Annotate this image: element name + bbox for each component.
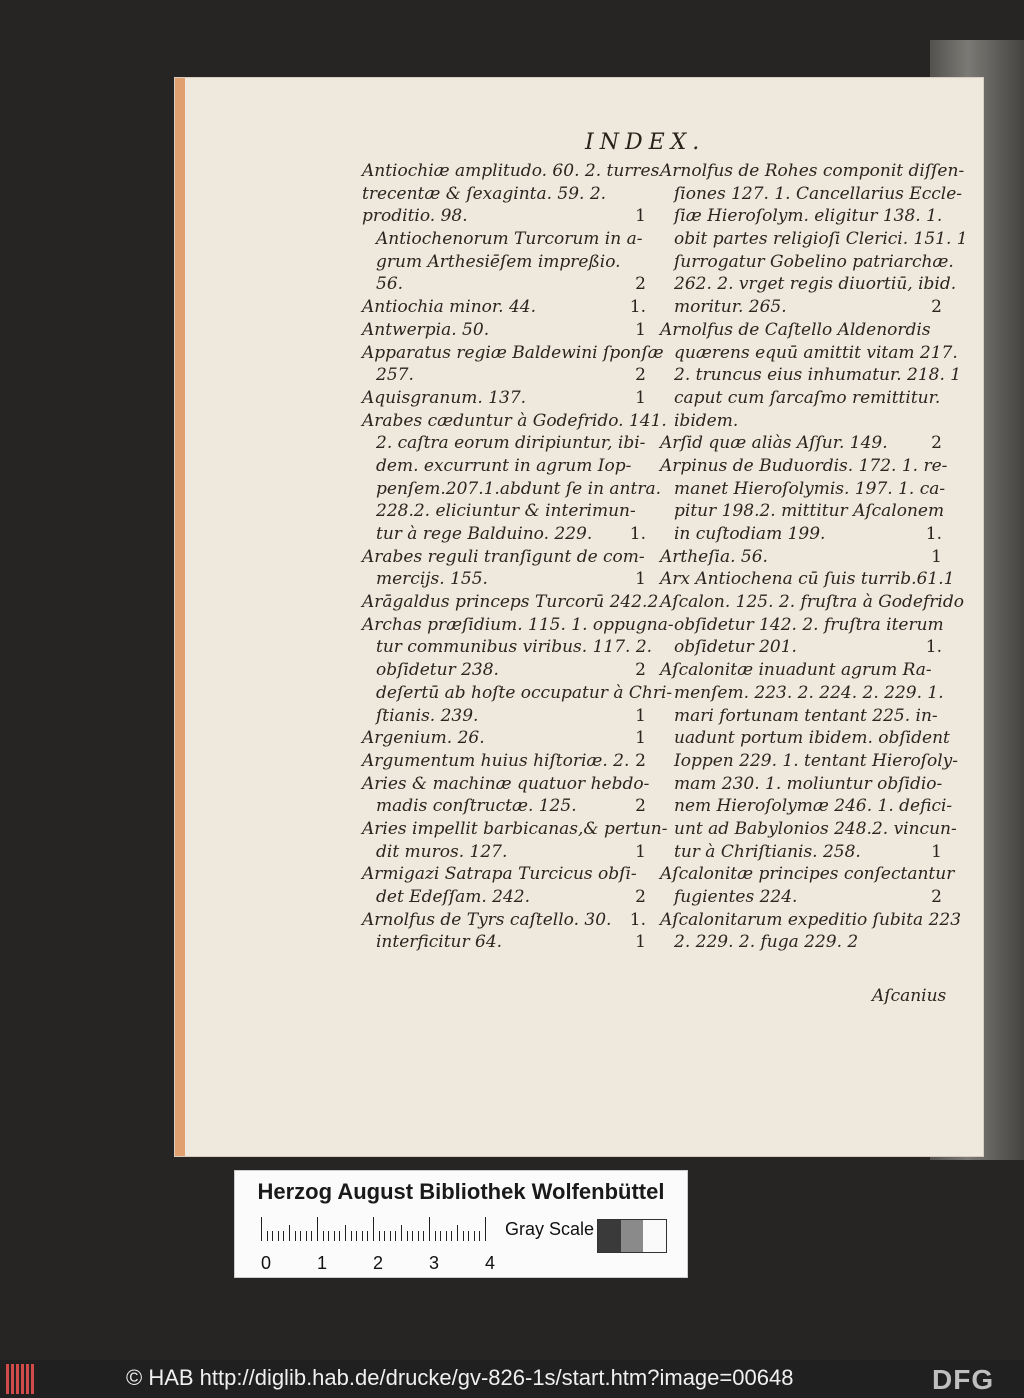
- page-header: INDEX.: [585, 130, 706, 155]
- entry-text: trecentæ & ſexaginta. 59. 2.: [362, 183, 607, 204]
- entry-text: 228.2. eliciuntur & interimun-: [376, 501, 636, 522]
- index-entry-line: [660, 455, 948, 478]
- entry-column-number: 1.: [629, 909, 646, 930]
- entry-column-number: [631, 455, 646, 478]
- index-entry-line: [362, 863, 646, 886]
- ruler-tick: [395, 1231, 396, 1241]
- entry-text: Antwerpia. 50.: [362, 319, 490, 340]
- ruler-tick: [311, 1231, 312, 1241]
- entry-text: interficitur 64.: [376, 932, 503, 953]
- entry-text: Archas præſidium. 115. 1. oppugna-: [362, 614, 674, 635]
- index-entry-line: [660, 364, 962, 387]
- ruler-tick: [379, 1231, 380, 1241]
- entry-text: tur à Chriſtianis. 258.: [674, 841, 861, 862]
- entry-text: Apparatus regiæ Baldewini ſponſæ: [362, 342, 664, 363]
- ruler-tick: [407, 1231, 408, 1241]
- index-entry-line: [362, 636, 653, 659]
- entry-text: tur à rege Balduino. 229.: [376, 524, 593, 544]
- index-entry-line: [660, 818, 957, 841]
- entry-column-number: 1: [931, 841, 942, 862]
- entry-column-number: 1: [635, 841, 646, 862]
- entry-text: proditio. 98.: [362, 206, 468, 227]
- ruler-tick: [323, 1231, 324, 1241]
- ruler-tick: [412, 1231, 413, 1241]
- entry-text: obſidetur 238.: [376, 660, 499, 681]
- entry-text: Armigazi Satrapa Turcicus obſi-: [362, 864, 637, 885]
- entry-column-number: 1: [635, 569, 646, 590]
- entry-text: 257.: [376, 365, 414, 386]
- index-entry-line: [362, 750, 646, 773]
- entry-text: Antiochia minor. 44.: [362, 297, 537, 318]
- entry-text: Aries & machinæ quatuor hebdo-: [362, 773, 650, 794]
- entry-column-number: 2: [635, 365, 646, 386]
- ruler-tick: [345, 1225, 346, 1241]
- index-entry-line: [362, 387, 646, 410]
- entry-column-number: [645, 432, 646, 455]
- entry-text: Arabes cæduntur à Godefrido. 141.: [362, 410, 667, 431]
- entry-text: ſurrogatur Gobelino patriarchæ.: [674, 251, 954, 272]
- entry-text: Aſcalonitarum expeditio ſubita 223: [660, 909, 962, 930]
- index-entry-line: [660, 682, 942, 705]
- entry-text: uadunt portum ibidem. obſident: [674, 728, 950, 749]
- entry-text: caput cum ſarcaſmo remittitur.: [674, 387, 941, 408]
- gray-patch-light: [643, 1220, 666, 1252]
- gray-scale-patches: [597, 1219, 667, 1253]
- entry-column-number: 1: [635, 206, 646, 227]
- entry-text: ibidem.: [674, 410, 739, 431]
- entry-text: 2. truncus eius inhumatur. 218. 1: [674, 365, 962, 386]
- entry-text: Antiochenorum Turcorum in a-: [376, 229, 643, 250]
- entry-column-number: [645, 546, 646, 569]
- index-entry-line: [362, 659, 646, 682]
- index-entry-line: [660, 296, 942, 319]
- entry-column-number: 1.: [629, 524, 646, 544]
- index-entry-line: [362, 727, 646, 750]
- ruler-tick: [295, 1231, 296, 1241]
- ruler-tick: [362, 1231, 363, 1241]
- index-entry-line: [362, 523, 646, 546]
- ruler-tick: [328, 1231, 329, 1241]
- index-entry-line: [362, 773, 650, 796]
- ruler-label-0: 0: [261, 1253, 272, 1273]
- index-entry-line: [660, 205, 942, 228]
- index-entry-line: [660, 387, 942, 410]
- hab-logo-icon: [6, 1364, 42, 1394]
- index-entry-line: [362, 205, 646, 228]
- index-entry-line: [362, 841, 646, 864]
- ruler-tick: [267, 1231, 268, 1241]
- index-entry-line: [362, 682, 673, 705]
- entry-column-number: [628, 183, 646, 206]
- index-entry-line: [362, 432, 646, 455]
- entry-column-number: [938, 705, 942, 728]
- ruler-tick: [423, 1231, 424, 1241]
- entry-column-number: 2: [931, 297, 942, 318]
- ruler-tick: [435, 1231, 436, 1241]
- entry-column-number: 2: [635, 887, 646, 907]
- entry-text: fugientes 224.: [674, 887, 798, 907]
- index-entry-line: [660, 795, 953, 818]
- index-entry-line: [362, 591, 659, 614]
- entry-text: penſem.207.1.abdunt ſe in antra.: [376, 478, 661, 499]
- entry-column-number: [932, 659, 942, 682]
- index-entry-line: [660, 705, 942, 728]
- index-entry-line: [660, 546, 942, 569]
- index-entry-line: [660, 342, 958, 365]
- index-column-right: [660, 160, 968, 954]
- entry-column-number: [642, 228, 646, 251]
- scale-ruler: [261, 1217, 491, 1241]
- index-entry-line: [660, 160, 965, 183]
- entry-column-number: 1: [635, 319, 646, 340]
- ruler-tick: [418, 1231, 419, 1241]
- footer-bar: [0, 1360, 1024, 1398]
- ruler-label-1: 1: [317, 1253, 328, 1273]
- index-entry-line: [660, 410, 942, 433]
- ruler-tick: [356, 1231, 357, 1241]
- ruler-tick: [261, 1217, 262, 1241]
- index-entry-line: [362, 795, 646, 818]
- entry-text: obſidetur 201.: [674, 637, 797, 658]
- entry-column-number: [931, 319, 942, 342]
- ruler-tick: [351, 1231, 352, 1241]
- index-entry-line: [362, 931, 646, 954]
- index-entry-line: [362, 183, 646, 206]
- index-entry-line: [660, 500, 945, 523]
- index-entry-line: [362, 296, 646, 319]
- ruler-tick: [451, 1231, 452, 1241]
- ruler-tick: [317, 1217, 318, 1241]
- entry-column-number: [924, 410, 942, 433]
- index-entry-line: [660, 636, 942, 659]
- ruler-tick: [278, 1231, 279, 1241]
- entry-text: Argenium. 26.: [362, 728, 485, 749]
- library-name: Herzog August Bibliothek Wolfenbüttel: [257, 1179, 665, 1204]
- index-entry-line: [362, 251, 646, 274]
- ruler-label-4: 4: [485, 1253, 496, 1273]
- index-entry-line: [660, 273, 957, 296]
- index-entry-line: [362, 909, 646, 932]
- entry-text: 262. 2. vrget regis diuortiū, ibid.: [674, 274, 957, 295]
- ruler-label-2: 2: [373, 1253, 384, 1273]
- ruler-tick: [367, 1231, 368, 1241]
- entry-text: nem Hieroſolymæ 246. 1. defici-: [674, 796, 953, 817]
- dfg-logo: DFG: [932, 1364, 995, 1395]
- index-column-left: [362, 160, 674, 954]
- index-entry-line: [660, 909, 962, 932]
- entry-text: quærens equū amittit vitam 217.: [674, 342, 958, 363]
- entry-text: madis conſtructæ. 125.: [376, 796, 577, 817]
- entry-text: Ioppen 229. 1. tentant Hieroſoly-: [674, 750, 958, 771]
- ruler-tick: [339, 1231, 340, 1241]
- index-entry-line: [660, 773, 942, 796]
- index-entry-line: [660, 886, 942, 909]
- ruler-tick: [457, 1225, 458, 1241]
- index-entry-line: [362, 342, 664, 365]
- ruler-tick: [474, 1231, 475, 1241]
- entry-text: Antiochiæ amplitudo. 60. 2. turres: [362, 161, 660, 181]
- entry-text: Artheſia. 56.: [660, 546, 768, 567]
- ruler-tick: [463, 1231, 464, 1241]
- entry-text: manet Hieroſolymis. 197. 1. ca-: [674, 478, 946, 499]
- index-entry-line: [660, 319, 942, 342]
- entry-text: ſiæ Hieroſolym. eligitur 138. 1.: [674, 206, 943, 227]
- gray-patch-dark: [598, 1220, 621, 1252]
- index-entry-line: [362, 273, 646, 296]
- entry-text: Arnolfus de Caſtello Aldenordis: [660, 319, 931, 340]
- catchword: Aſcanius: [872, 986, 947, 1006]
- index-entry-line: [660, 841, 942, 864]
- index-entry-line: [362, 364, 646, 387]
- index-entry-line: [660, 523, 942, 546]
- entry-text: obſidetur 142. 2. fruſtra iterum: [674, 614, 944, 635]
- index-entry-line: [660, 568, 955, 591]
- index-entry-line: [660, 614, 942, 637]
- ruler-tick: [373, 1217, 374, 1241]
- entry-text: dem. excurrunt in agrum Iop-: [376, 455, 632, 476]
- index-entry-line: [362, 568, 646, 591]
- entry-text: Arnolfus de Rohes componit diſſen-: [660, 161, 965, 181]
- entry-column-number: 2: [635, 750, 646, 771]
- index-entry-line: [660, 228, 968, 251]
- entry-text: pitur 198.2. mittitur Aſcalonem: [674, 501, 945, 522]
- entry-text: mari fortunam tentant 225. in-: [674, 705, 938, 726]
- index-entry-line: [362, 818, 668, 841]
- entry-text: Arpinus de Buduordis. 172. 1. re-: [660, 455, 948, 476]
- entry-text: Aſcalonitæ inuadunt agrum Ra-: [660, 660, 932, 681]
- index-entry-line: [362, 546, 646, 569]
- index-entry-line: [660, 750, 958, 773]
- index-entry-line: [362, 478, 661, 501]
- entry-column-number: 2: [931, 433, 942, 454]
- entry-text: mercijs. 155.: [376, 569, 488, 590]
- index-entry-line: [362, 228, 646, 251]
- index-entry-line: [660, 863, 955, 886]
- entry-text: in cuſtodiam 199.: [674, 524, 826, 544]
- entry-text: tur communibus viribus. 117. 2.: [376, 637, 653, 658]
- entry-text: Arſid quæ aliàs Aſſur. 149.: [660, 433, 888, 454]
- ruler-tick: [479, 1231, 480, 1241]
- footer-copyright-link[interactable]: © HAB http://diglib.hab.de/drucke/gv-826-1s/start.htm?image=00648: [126, 1365, 794, 1390]
- entry-column-number: [940, 387, 942, 410]
- page-edge: [175, 78, 185, 1156]
- entry-text: ſiones 127. 1. Cancellarius Eccle-: [674, 183, 962, 204]
- gray-patch-mid: [621, 1220, 644, 1252]
- ruler-tick: [334, 1231, 335, 1241]
- index-entry-line: [362, 500, 646, 523]
- gray-scale-label: Gray Scale: [505, 1219, 595, 1239]
- index-entry-line: [660, 183, 962, 206]
- index-entry-line: [362, 705, 646, 728]
- ruler-tick: [429, 1217, 430, 1241]
- ruler-tick: [485, 1217, 486, 1241]
- entry-text: 2. 229. 2. fuga 229. 2: [674, 932, 859, 953]
- entry-text: menſem. 223. 2. 224. 2. 229. 1.: [674, 682, 944, 703]
- color-target-card: [234, 1170, 688, 1278]
- entry-text: 56.: [376, 274, 404, 295]
- ruler-tick: [283, 1231, 284, 1241]
- entry-text: Arx Antiochena cū ſuis turrib.61.1: [660, 569, 955, 590]
- entry-text: Aries impellit barbicanas,& pertun-: [362, 818, 668, 839]
- index-entry-line: [362, 886, 646, 909]
- index-entry-line: [362, 614, 674, 637]
- entry-text: Aſcalonitæ principes conſectantur: [660, 864, 955, 885]
- entry-text: deſertū ab hoſte occupatur à Chri-: [376, 682, 673, 703]
- entry-text: Aquisgranum. 137.: [362, 387, 527, 408]
- entry-text: Arnolfus de Tyrs caſtello. 30.: [362, 909, 612, 930]
- entry-column-number: [637, 863, 646, 886]
- index-entry-line: [660, 727, 950, 750]
- entry-column-number: 1.: [925, 637, 942, 658]
- index-entry-line: [660, 251, 954, 274]
- entry-text: dit muros. 127.: [376, 841, 508, 862]
- ruler-tick: [272, 1231, 273, 1241]
- ruler-label-3: 3: [429, 1253, 440, 1273]
- index-entry-line: [660, 931, 942, 954]
- entry-text: Arabes reguli tranſigunt de com-: [362, 546, 645, 567]
- entry-text: mam 230. 1. moliuntur obſidio-: [674, 773, 943, 794]
- entry-column-number: 1: [635, 728, 646, 749]
- entry-text: Argumentum huius hiſtoriæ. 2.: [362, 750, 630, 771]
- index-entry-line: [362, 319, 646, 342]
- ruler-tick: [401, 1225, 402, 1241]
- entry-text: 2. caſtra eorum diripiuntur, ibi-: [376, 433, 646, 454]
- entry-column-number: 1: [635, 705, 646, 726]
- ruler-tick: [384, 1231, 385, 1241]
- entry-column-number: [636, 500, 646, 523]
- ruler-tick: [289, 1225, 290, 1241]
- ruler-tick: [300, 1231, 301, 1241]
- index-entry-line: [660, 478, 946, 501]
- entry-column-number: 1.: [925, 524, 942, 544]
- index-entry-line: [660, 591, 964, 614]
- entry-text: unt ad Babylonios 248.2. vincun-: [674, 818, 957, 839]
- index-entry-line: [362, 410, 667, 433]
- entry-text: Aſcalon. 125. 2. fruſtra à Godefrido: [660, 592, 964, 613]
- entry-column-number: 2: [931, 887, 942, 907]
- index-entry-line: [362, 455, 646, 478]
- entry-column-number: 1: [931, 546, 942, 567]
- entry-text: ſtianis. 239.: [376, 705, 479, 726]
- entry-column-number: 2: [635, 274, 646, 295]
- entry-text: grum Arthesiēſem impreßio.: [376, 251, 621, 272]
- entry-text: moritur. 265.: [674, 297, 787, 318]
- entry-text: obit partes religioſi Clerici. 151. 1: [674, 229, 968, 250]
- index-entry-line: [362, 160, 660, 183]
- ruler-tick: [306, 1231, 307, 1241]
- entry-column-number: 1: [635, 932, 646, 953]
- entry-column-number: 1: [635, 387, 646, 408]
- ruler-tick: [390, 1231, 391, 1241]
- index-entry-line: [660, 432, 942, 455]
- entry-text: det Edeſſam. 242.: [376, 887, 531, 907]
- ruler-tick: [446, 1231, 447, 1241]
- ruler-tick: [468, 1231, 469, 1241]
- entry-column-number: 1.: [629, 297, 646, 318]
- entry-column-number: 2: [635, 660, 646, 681]
- entry-text: Arāgaldus princeps Turcorū 242.2: [362, 592, 659, 613]
- entry-column-number: 2: [635, 796, 646, 817]
- ruler-tick: [440, 1231, 441, 1241]
- entry-column-number: [924, 931, 942, 954]
- index-entry-line: [660, 659, 942, 682]
- entry-column-number: [628, 251, 646, 274]
